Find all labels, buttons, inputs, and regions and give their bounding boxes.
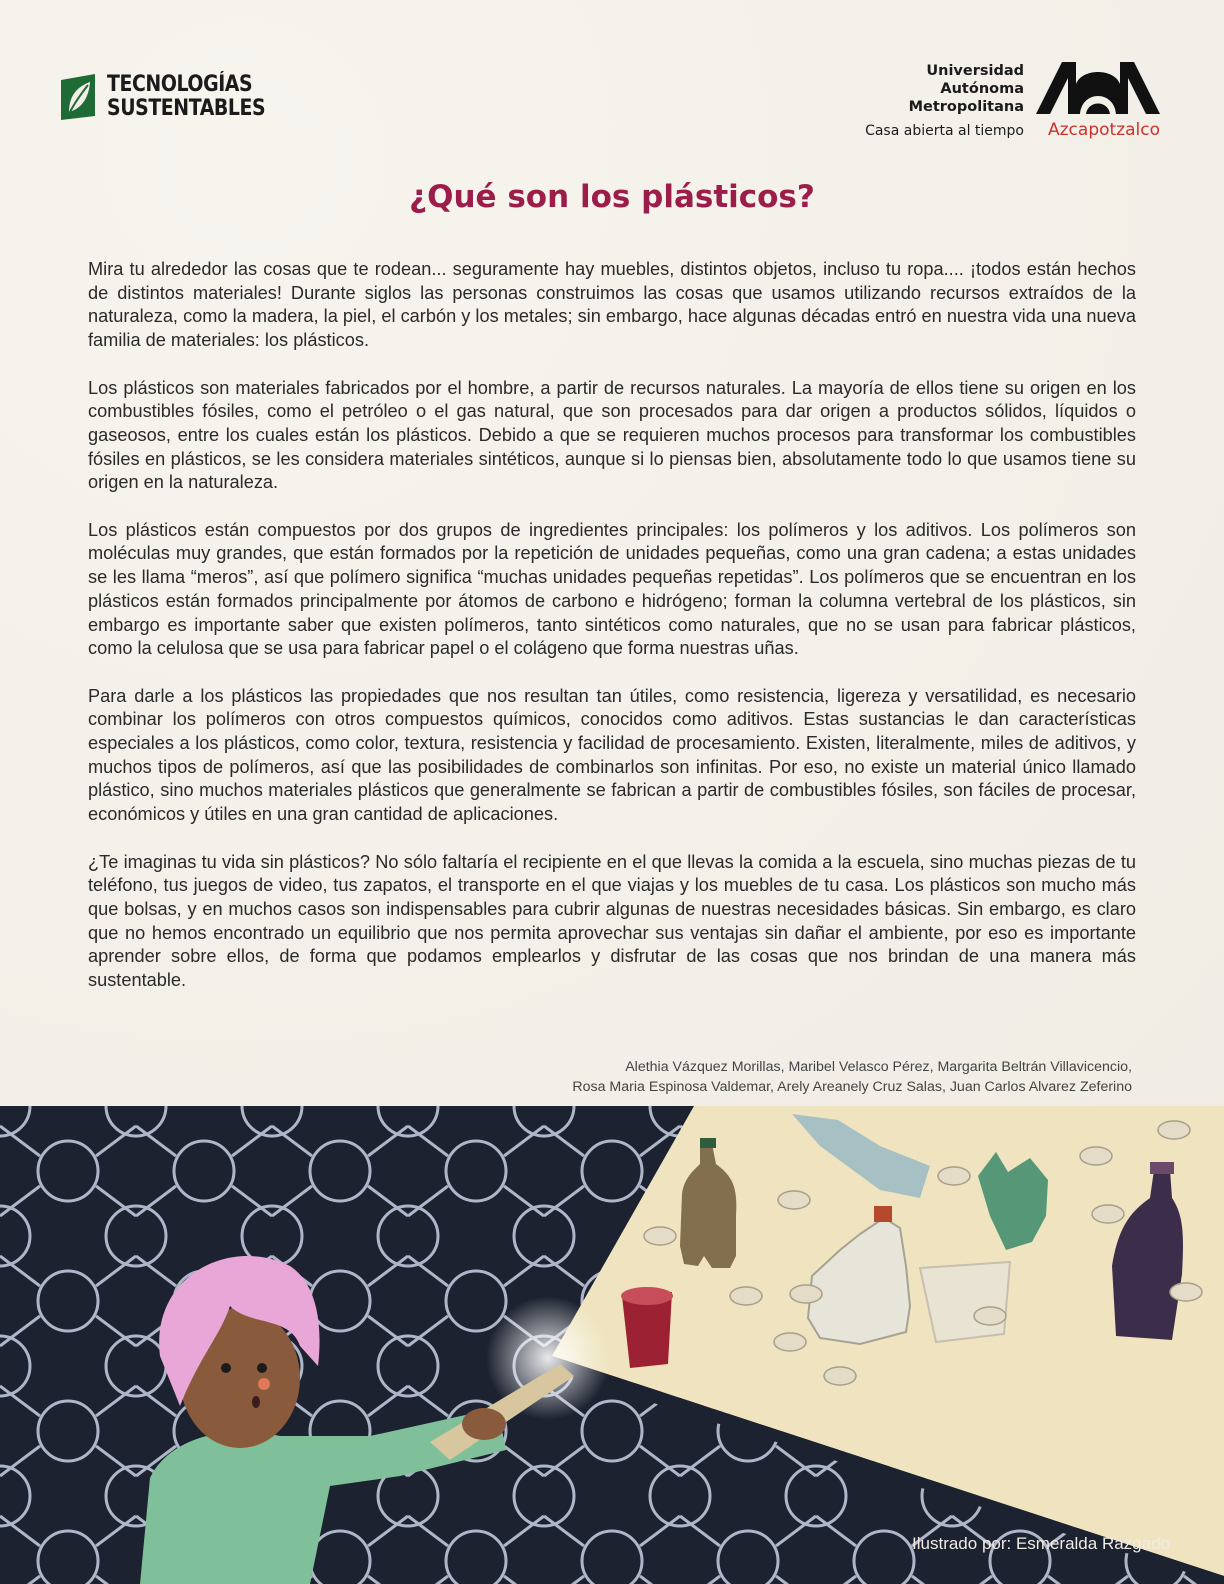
university-line-2: Autónoma xyxy=(940,81,1024,97)
university-motto: Casa abierta al tiempo xyxy=(865,123,1024,139)
authors-line-1: Alethia Vázquez Morillas, Maribel Velasco Pérez, Margarita Beltrán Villavicencio, xyxy=(625,1059,1132,1075)
brand-line-1: TECNOLOGÍAS xyxy=(107,72,253,97)
paragraph: Para darle a los plásticos las propiedades que nos resultan tan útiles, como resistencia, ligereza y versatilidad, es necesario combinar los polímeros con otros compuestos químicos, conocidos como aditivos. Estas sustancias le dan características especiales a los plásticos, como color, textura, resistencia y facilidad de procesamiento. Existen, literalmente, miles de aditivos, y muchos tipos de polímeros, así que las posibilidades de combinarlos son infinitas. Por eso, no existe un material único llamado plástico, sino muchos materiales plásticos que generalmente se fabrican a partir de combustibles fósiles, son fáciles de procesar, económicos y útiles en una gran cantidad de aplicaciones. xyxy=(88,685,1136,825)
page-title: ¿Qué son los plásticos? xyxy=(409,179,815,215)
university-unit: Azcapotzalco xyxy=(1048,120,1160,140)
brand-line-2: SUSTENTABLES xyxy=(107,96,266,121)
paragraph: Los plásticos son materiales fabricados por el hombre, a partir de recursos naturales. La mayoría de ellos tiene su origen en los combustibles fósiles, como el petróleo o el gas natural, que son procesados para dar origen a productos sólidos, líquidos o gaseosos, entre los cuales están los plásticos. Debido a que se requieren muchos procesos para transformar los combustibles fósiles en plásticos, se les considera materiales sintéticos, aunque si lo piensas bien, absolutamente todo lo que usamos tiene su origen en la naturaleza. xyxy=(88,377,1136,493)
brand-name xyxy=(107,73,265,121)
article-body xyxy=(88,258,1136,993)
illustration-artwork xyxy=(0,1106,1224,1584)
university-line-1: Universidad xyxy=(926,63,1024,79)
uam-logo xyxy=(840,60,1160,144)
university-line-3: Metropolitana xyxy=(908,99,1024,115)
university-name xyxy=(909,62,1024,116)
authors xyxy=(572,1057,1132,1097)
uam-emblem-icon xyxy=(1036,60,1160,114)
paragraph: Mira tu alrededor las cosas que te rodean... seguramente hay muebles, distintos objetos, incluso tu ropa.... ¡todos están hechos de distintos materiales! Durante siglos las personas construimos las cosas que usamos utilizando recursos extraídos de la naturaleza, como la madera, la piel, el carbón y los metales; sin embargo, hace algunas décadas entró en nuestra vida una nueva familia de materiales: los plásticos. xyxy=(88,259,1136,351)
paragraph: ¿Te imaginas tu vida sin plásticos? No sólo faltaría el recipiente en el que llevas la comida a la escuela, sino muchas piezas de tu teléfono, tus juegos de video, tus zapatos, el transporte en el que viajas y los muebles de tu casa. Los plásticos son mucho más que bolsas, y en muchos casos son indispensables para cubrir algunas de nuestras necesidades básicas. Sin embargo, es claro que no hemos encontrado un equilibrio que nos permita aprovechar sus ventajas sin dañar el ambiente, por eso es importante aprender sobre ellos, de forma que podamos emplearlos y disfrutar de las cosas que nos brindan de una manera más sustentable. xyxy=(88,851,1136,991)
plastic-cup-icon xyxy=(920,1262,1010,1342)
leaf-icon xyxy=(59,72,97,122)
illustration xyxy=(0,1106,1224,1584)
tecnologias-sustentables-logo xyxy=(59,72,291,122)
illustration-credit: Ilustrado por: Esmeralda Razgado xyxy=(912,1534,1170,1553)
authors-line-2: Rosa Maria Espinosa Valdemar, Arely Areanely Cruz Salas, Juan Carlos Alvarez Zeferino xyxy=(572,1079,1132,1095)
paragraph: Los plásticos están compuestos por dos grupos de ingredientes principales: los polímeros y los aditivos. Los polímeros son moléculas muy grandes, que están formados por la repetición de unidades pequeñas, como una gran cadena; a estas unidades se les llama “meros”, así que polímero significa “muchas unidades pequeñas repetidas”. Los polímeros que se encuentran en los plásticos están formados principalmente por átomos de carbono e hidrógeno; forman la columna vertebral de los plásticos, sin embargo es importante saber que existen polímeros, tanto sintéticos como naturales, que no se usan para fabricar plásticos, como la celulosa que se usa para fabricar papel o el colágeno que forma nuestras uñas. xyxy=(88,519,1136,659)
